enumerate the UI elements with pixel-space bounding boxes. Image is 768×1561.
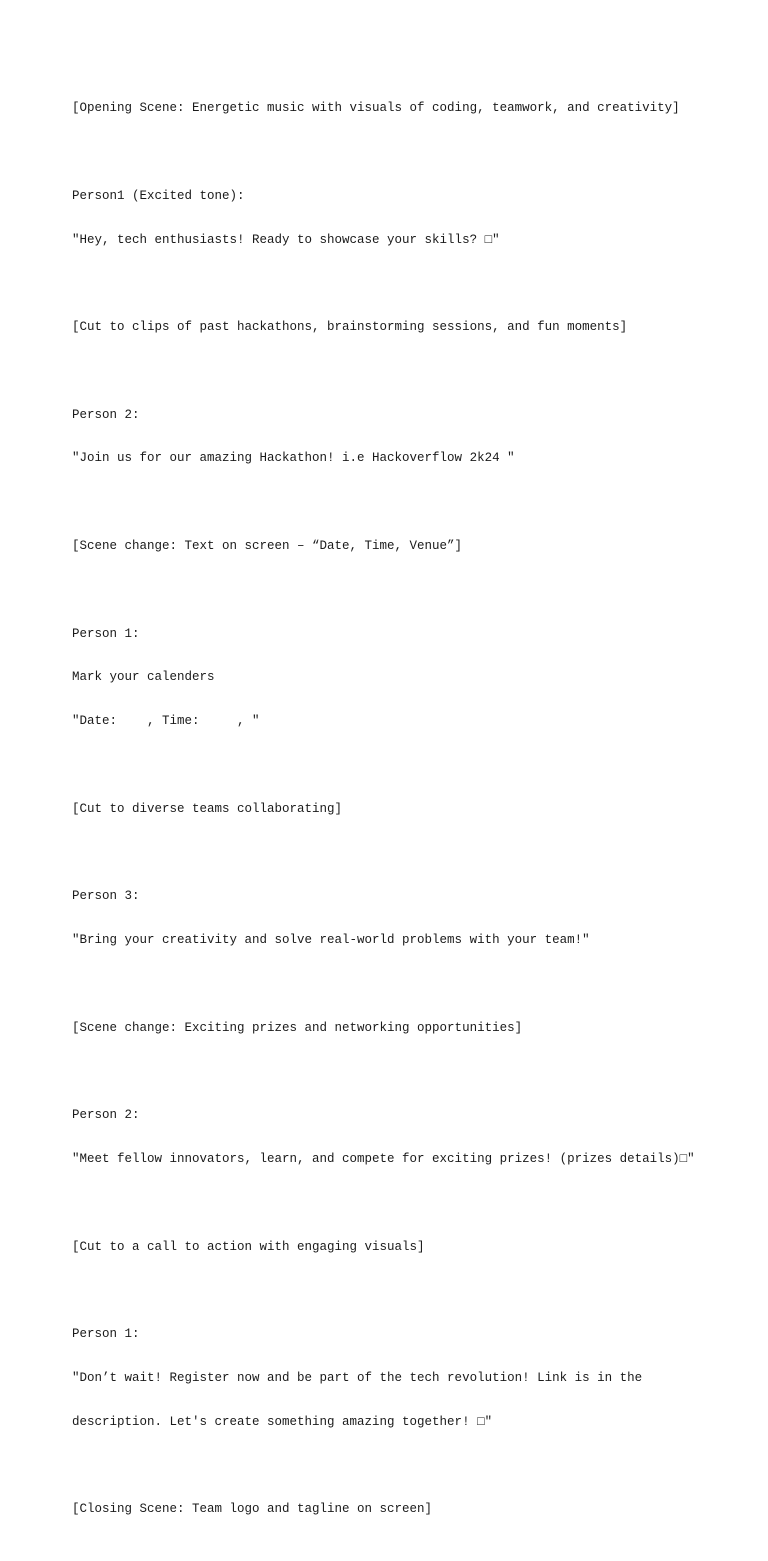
dialogue-person1-register	[72, 1298, 712, 1459]
scene-direction-teams	[72, 773, 712, 846]
text-line: "Date: , Time: , "	[72, 714, 260, 729]
text-line: [Closing Scene: Team logo and tagline on screen]	[72, 1502, 433, 1517]
text-line: "Join us for our amazing Hackathon! i.e Hackoverflow 2k24 "	[72, 451, 515, 466]
scene-direction-closing	[72, 1473, 712, 1546]
script-text	[72, 72, 712, 1561]
text-line: [Scene change: Text on screen – “Date, Time, Venue”]	[72, 539, 463, 553]
text-line: [Cut to diverse teams collaborating]	[72, 801, 343, 816]
text-line: [Opening Scene: Energetic music with visuals of coding, teamwork, and creativity]	[72, 101, 680, 116]
scene-direction-opening	[72, 72, 712, 145]
speaker-label: Person 3:	[72, 889, 140, 904]
dialogue-person1-calendar	[72, 597, 712, 758]
speaker-label: Person 1:	[72, 1327, 140, 1342]
text-line: "Meet fellow innovators, learn, and compete for exciting prizes! (prizes details)□"	[72, 1151, 695, 1166]
text-line: "Hey, tech enthusiasts! Ready to showcase your skills? □"	[72, 232, 500, 247]
dialogue-person2-join	[72, 378, 712, 495]
text-line: description. Let's create something amazing together! □"	[72, 1414, 493, 1429]
speaker-label: Person1 (Excited tone):	[72, 188, 245, 203]
text-line: [Scene change: Exciting prizes and networking opportunities]	[72, 1020, 523, 1035]
scene-direction-date-time	[72, 510, 712, 583]
text-line: Mark your calenders	[72, 670, 215, 685]
speaker-label: Person 2:	[72, 1108, 140, 1123]
speaker-label: Person 1:	[72, 626, 140, 641]
text-line: "Bring your creativity and solve real-world problems with your team!"	[72, 933, 590, 948]
scene-direction-clips	[72, 291, 712, 364]
dialogue-person2-prizes	[72, 1079, 712, 1196]
dialogue-person1-intro	[72, 160, 712, 277]
text-line: [Cut to a call to action with engaging visuals]	[72, 1239, 425, 1254]
dialogue-person3-creativity	[72, 860, 712, 977]
text-line: [Cut to clips of past hackathons, brainstorming sessions, and fun moments]	[72, 320, 628, 335]
text-line: "Don’t wait! Register now and be part of the tech revolution! Link is in the	[72, 1370, 643, 1385]
scene-direction-call-to-action	[72, 1210, 712, 1283]
scene-direction-prizes	[72, 991, 712, 1064]
speaker-label: Person 2:	[72, 407, 140, 422]
